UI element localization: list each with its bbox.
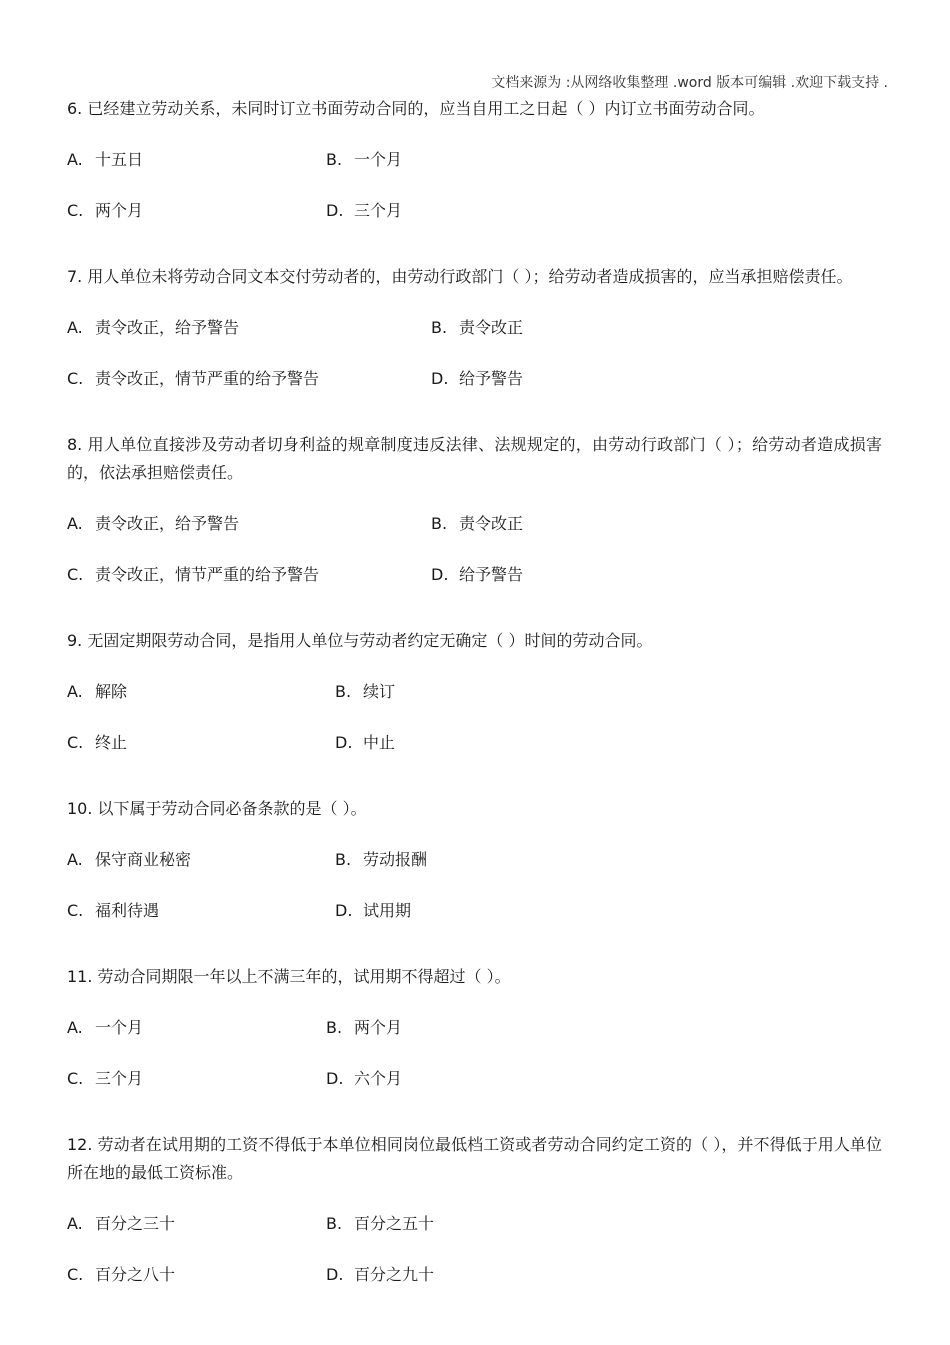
option-row bbox=[67, 497, 882, 548]
options bbox=[67, 1001, 882, 1103]
question-stem: 12. 劳动者在试用期的工资不得低于本单位相同岗位最低档工资或者劳动合同约定工资的（ ），并不得低于用人单位所在地的最低工资标准。 bbox=[67, 1135, 882, 1182]
option-b: B. 责令改正 bbox=[431, 318, 524, 337]
options bbox=[67, 833, 882, 935]
option-c: C. 福利待遇 bbox=[67, 901, 160, 920]
option-b: B. 两个月 bbox=[326, 1018, 403, 1037]
question-stem: 8. 用人单位直接涉及劳动者切身利益的规章制度违反法律、法规规定的，由劳动行政部门（ ）；给劳动者造成损害的，依法承担赔偿责任。 bbox=[67, 435, 882, 482]
option-row bbox=[67, 301, 882, 352]
option-d: D. 六个月 bbox=[326, 1069, 403, 1088]
question-8 bbox=[67, 431, 882, 599]
question-stem: 9. 无固定期限劳动合同，是指用人单位与劳动者约定无确定（ ）时间的劳动合同。 bbox=[67, 631, 653, 650]
question-6 bbox=[67, 95, 882, 235]
option-b: B. 百分之五十 bbox=[326, 1214, 435, 1233]
option-a: A. 百分之三十 bbox=[67, 1214, 176, 1233]
option-d: D. 给予警告 bbox=[431, 369, 524, 388]
option-row bbox=[67, 716, 882, 767]
question-list bbox=[67, 95, 882, 1327]
option-a: A. 解除 bbox=[67, 682, 128, 701]
option-b: B. 劳动报酬 bbox=[335, 850, 428, 869]
option-c: C. 责令改正，情节严重的给予警告 bbox=[67, 565, 320, 584]
question-9 bbox=[67, 627, 882, 767]
option-b: B. 一个月 bbox=[326, 150, 403, 169]
option-a: A. 责令改正，给予警告 bbox=[67, 514, 240, 533]
question-stem: 6. 已经建立劳动关系，未同时订立书面劳动合同的，应当自用工之日起（ ）内订立书面劳动合同。 bbox=[67, 99, 765, 118]
options bbox=[67, 301, 882, 403]
option-d: D. 试用期 bbox=[335, 901, 412, 920]
options bbox=[67, 497, 882, 599]
question-11 bbox=[67, 963, 882, 1103]
option-c: C. 两个月 bbox=[67, 201, 144, 220]
option-d: D. 中止 bbox=[335, 733, 396, 752]
options bbox=[67, 665, 882, 767]
option-d: D. 三个月 bbox=[326, 201, 403, 220]
option-row bbox=[67, 1052, 882, 1103]
option-row bbox=[67, 884, 882, 935]
option-b: B. 责令改正 bbox=[431, 514, 524, 533]
options bbox=[67, 133, 882, 235]
option-a: A. 十五日 bbox=[67, 150, 144, 169]
page-header-note: 文档来源为 :从网络收集整理 .word 版本可编辑 .欢迎下载支持 . bbox=[491, 75, 888, 91]
question-stem: 7. 用人单位未将劳动合同文本交付劳动者的，由劳动行政部门（ ）；给劳动者造成损害的，应当承担赔偿责任。 bbox=[67, 267, 853, 286]
option-c: C. 终止 bbox=[67, 733, 128, 752]
option-c: C. 责令改正，情节严重的给予警告 bbox=[67, 369, 320, 388]
option-row bbox=[67, 548, 882, 599]
option-b: B. 续订 bbox=[335, 682, 396, 701]
question-7 bbox=[67, 263, 882, 403]
question-stem: 11. 劳动合同期限一年以上不满三年的，试用期不得超过（ ）。 bbox=[67, 967, 511, 986]
option-row bbox=[67, 184, 882, 235]
question-12 bbox=[67, 1131, 882, 1299]
option-row bbox=[67, 1001, 882, 1052]
option-row bbox=[67, 133, 882, 184]
option-a: A. 责令改正，给予警告 bbox=[67, 318, 240, 337]
option-row bbox=[67, 352, 882, 403]
question-10 bbox=[67, 795, 882, 935]
option-d: D. 百分之九十 bbox=[326, 1265, 435, 1284]
option-c: C. 百分之八十 bbox=[67, 1265, 176, 1284]
option-row bbox=[67, 833, 882, 884]
option-row bbox=[67, 665, 882, 716]
option-a: A. 一个月 bbox=[67, 1018, 144, 1037]
option-d: D. 给予警告 bbox=[431, 565, 524, 584]
options bbox=[67, 1197, 882, 1299]
option-a: A. 保守商业秘密 bbox=[67, 850, 192, 869]
option-c: C. 三个月 bbox=[67, 1069, 144, 1088]
option-row bbox=[67, 1248, 882, 1299]
question-stem: 10. 以下属于劳动合同必备条款的是（ ）。 bbox=[67, 799, 367, 818]
option-row bbox=[67, 1197, 882, 1248]
